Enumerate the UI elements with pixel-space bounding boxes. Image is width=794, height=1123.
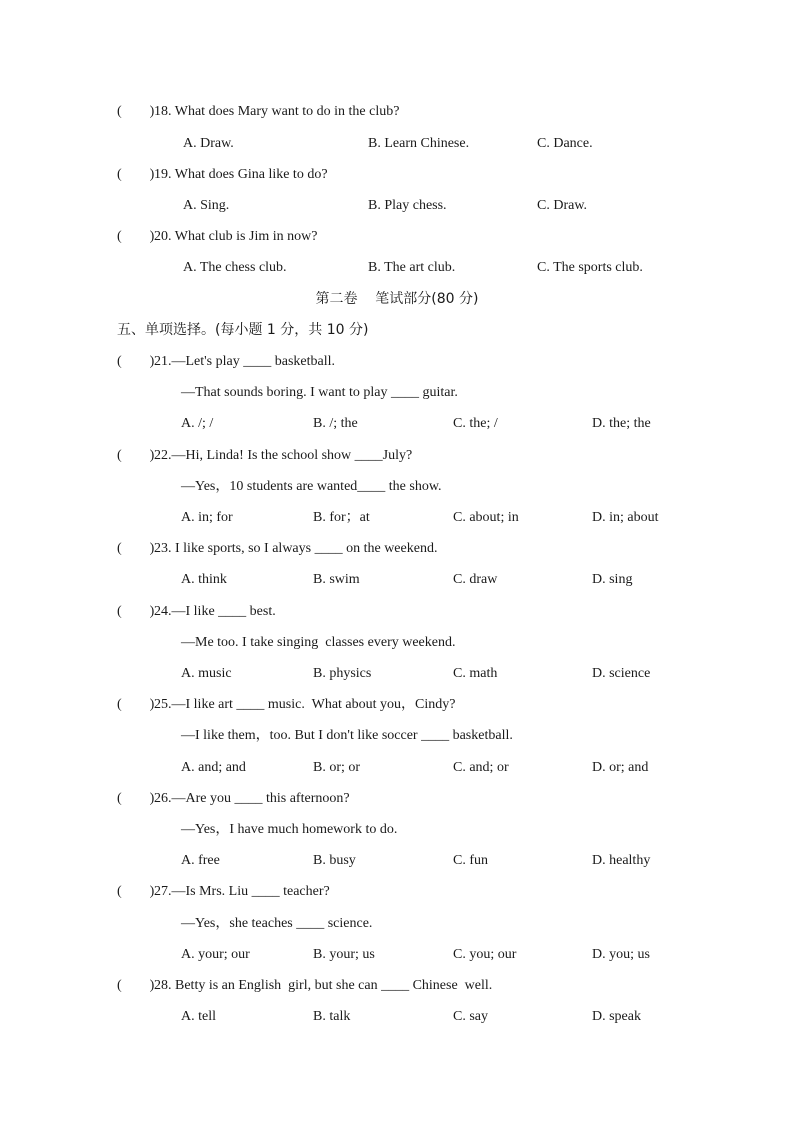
option-c[interactable]: C. say <box>453 1009 488 1024</box>
option-b[interactable]: B. /; the <box>313 416 358 431</box>
option-b[interactable]: B. swim <box>313 572 360 587</box>
option-d[interactable]: D. science <box>592 666 651 681</box>
option-a[interactable]: A. in; for <box>181 510 233 525</box>
part-two-title: 第二卷 笔试部分(80 分) <box>315 291 479 307</box>
answer-blank[interactable]: ( ) <box>117 791 155 806</box>
option-d[interactable]: D. sing <box>592 572 633 587</box>
option-a[interactable]: A. free <box>181 853 220 868</box>
answer-blank[interactable]: ( ) <box>117 167 155 182</box>
answer-blank[interactable]: ( ) <box>117 884 155 899</box>
option-c[interactable]: C. Draw. <box>537 198 588 213</box>
option-c[interactable]: C. you; our <box>453 947 517 962</box>
option-a[interactable]: A. music <box>181 666 232 681</box>
option-a[interactable]: A. your; our <box>181 947 250 962</box>
option-b[interactable]: B. busy <box>313 853 356 868</box>
dialogue-reply: —Yes，10 students are wanted____ the show. <box>181 479 442 494</box>
answer-blank[interactable]: ( ) <box>117 354 155 369</box>
question-text: 19. What does Gina like to do? <box>154 167 328 182</box>
answer-blank[interactable]: ( ) <box>117 541 155 556</box>
dialogue-reply: —Yes，she teaches ____ science. <box>181 916 373 931</box>
answer-blank[interactable]: ( ) <box>117 104 155 119</box>
question-text: 21.—Let's play ____ basketball. <box>154 354 335 369</box>
answer-blank[interactable]: ( ) <box>117 978 155 993</box>
option-c[interactable]: C. draw <box>453 572 498 587</box>
section-five-heading: 五、单项选择。(每小题 1 分，共 10 分) <box>117 322 369 338</box>
option-b[interactable]: B. The art club. <box>368 260 456 275</box>
option-a[interactable]: A. and; and <box>181 760 246 775</box>
option-a[interactable]: A. /; / <box>181 416 214 431</box>
option-d[interactable]: D. healthy <box>592 853 651 868</box>
option-c[interactable]: C. math <box>453 666 498 681</box>
question-text: 28. Betty is an English girl, but she can ____ Chinese well. <box>154 978 493 993</box>
option-c[interactable]: C. Dance. <box>537 136 593 151</box>
option-b[interactable]: B. Learn Chinese. <box>368 136 470 151</box>
option-b[interactable]: B. for；at <box>313 510 370 525</box>
option-c[interactable]: C. and; or <box>453 760 509 775</box>
question-text: 24.—I like ____ best. <box>154 604 276 619</box>
answer-blank[interactable]: ( ) <box>117 697 155 712</box>
question-text: 27.—Is Mrs. Liu ____ teacher? <box>154 884 330 899</box>
question-text: 18. What does Mary want to do in the club? <box>154 104 400 119</box>
option-b[interactable]: B. Play chess. <box>368 198 447 213</box>
question-text: 25.—I like art ____ music. What about you，Cindy? <box>154 697 456 712</box>
dialogue-reply: —Yes，I have much homework to do. <box>181 822 398 837</box>
question-text: 20. What club is Jim in now? <box>154 229 318 244</box>
option-b[interactable]: B. your; us <box>313 947 375 962</box>
option-d[interactable]: D. the; the <box>592 416 651 431</box>
option-b[interactable]: B. talk <box>313 1009 351 1024</box>
dialogue-reply: —Me too. I take singing classes every weekend. <box>181 635 456 650</box>
option-b[interactable]: B. physics <box>313 666 372 681</box>
dialogue-reply: —That sounds boring. I want to play ____ guitar. <box>181 385 458 400</box>
option-c[interactable]: C. about; in <box>453 510 519 525</box>
option-d[interactable]: D. in; about <box>592 510 659 525</box>
question-text: 23. I like sports, so I always ____ on the weekend. <box>154 541 438 556</box>
option-a[interactable]: A. Draw. <box>183 136 234 151</box>
answer-blank[interactable]: ( ) <box>117 229 155 244</box>
answer-blank[interactable]: ( ) <box>117 448 155 463</box>
option-d[interactable]: D. speak <box>592 1009 641 1024</box>
question-text: 26.—Are you ____ this afternoon? <box>154 791 350 806</box>
option-a[interactable]: A. The chess club. <box>183 260 287 275</box>
option-a[interactable]: A. think <box>181 572 227 587</box>
option-d[interactable]: D. you; us <box>592 947 650 962</box>
option-c[interactable]: C. The sports club. <box>537 260 643 275</box>
option-c[interactable]: C. fun <box>453 853 488 868</box>
answer-blank[interactable]: ( ) <box>117 604 155 619</box>
option-c[interactable]: C. the; / <box>453 416 498 431</box>
option-b[interactable]: B. or; or <box>313 760 361 775</box>
dialogue-reply: —I like them，too. But I don't like soccer ____ basketball. <box>181 728 513 743</box>
option-a[interactable]: A. Sing. <box>183 198 230 213</box>
question-text: 22.—Hi, Linda! Is the school show ____July? <box>154 448 413 463</box>
option-d[interactable]: D. or; and <box>592 760 649 775</box>
option-a[interactable]: A. tell <box>181 1009 216 1024</box>
